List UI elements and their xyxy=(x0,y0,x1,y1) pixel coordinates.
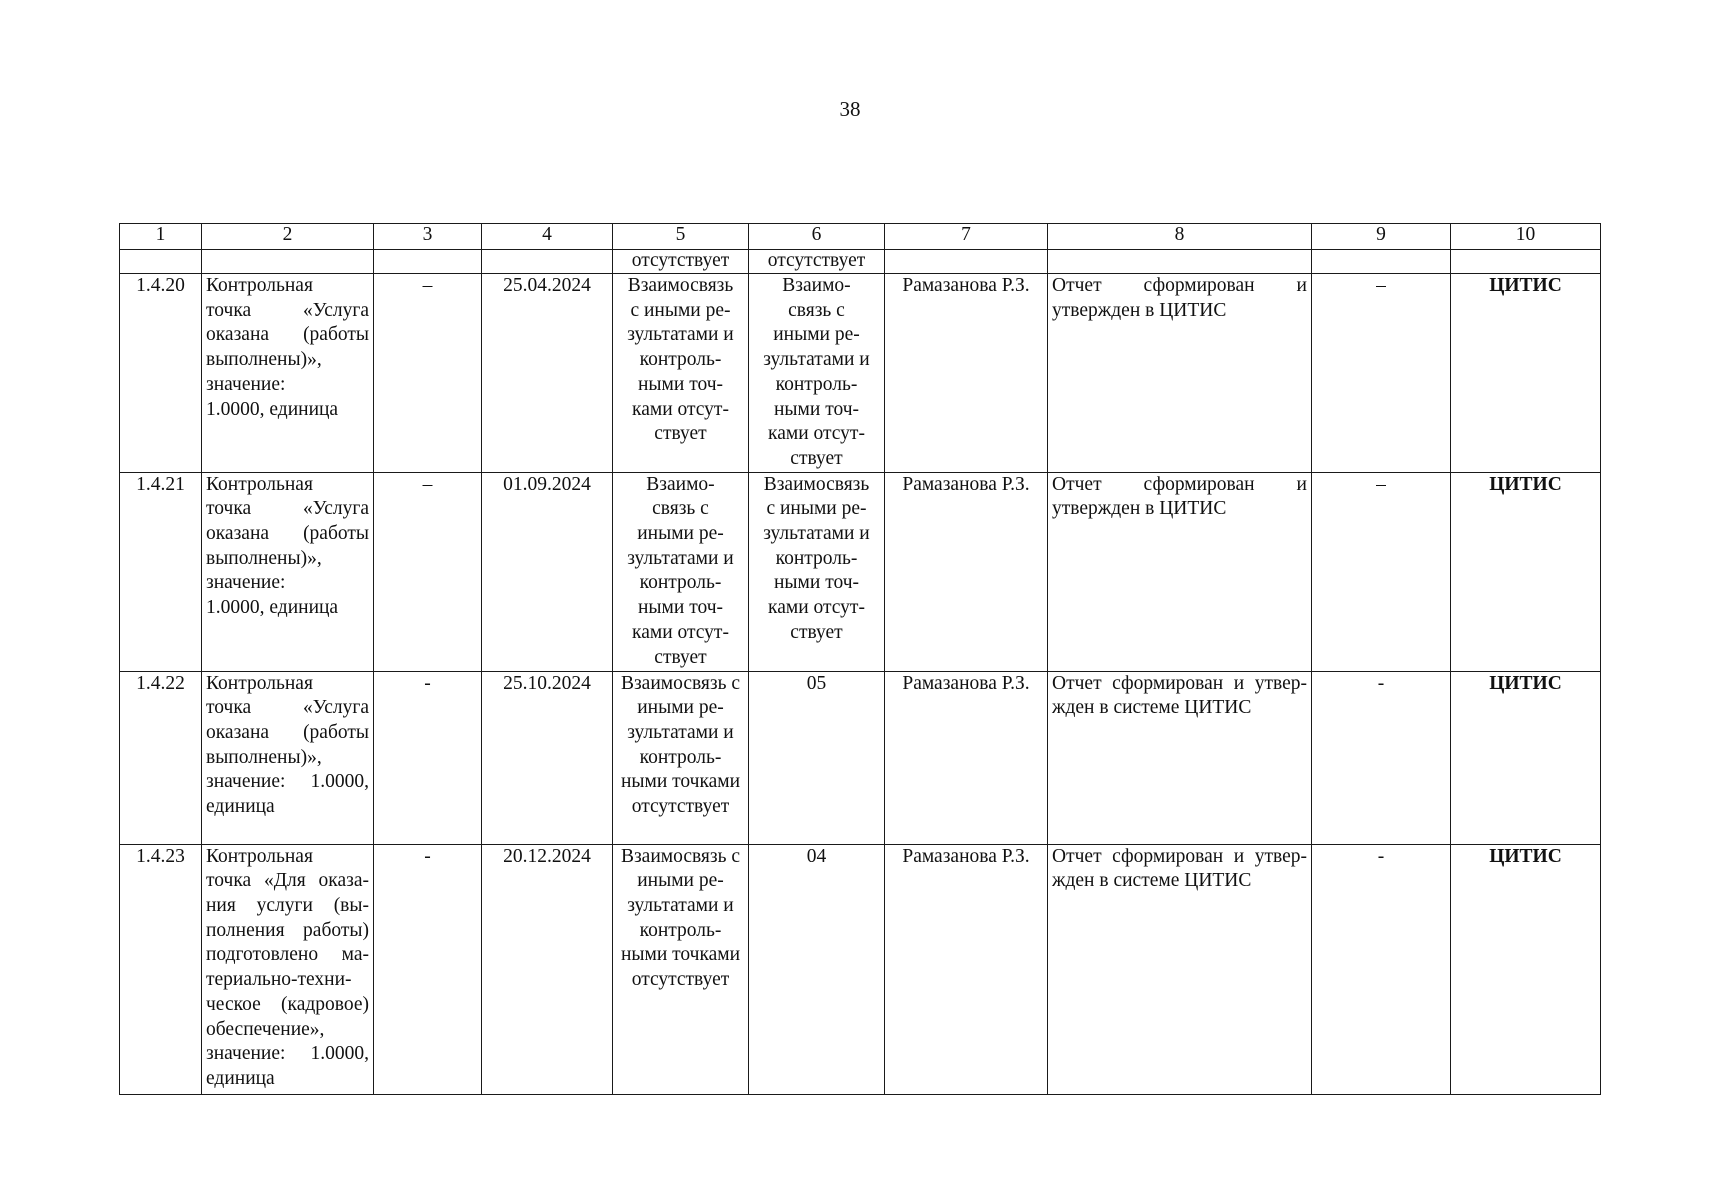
item-number-cell: 1.4.20 xyxy=(120,274,202,473)
column6-line: ными точ- xyxy=(774,572,859,594)
description-line: 1.0000, единица xyxy=(206,398,339,420)
relationship-line: Взаимо- xyxy=(646,473,715,495)
description-line: выполнены)», xyxy=(206,547,322,569)
description-line: точка «Услуга xyxy=(206,299,369,321)
responsible-cell: Рамазанова Р.З. xyxy=(885,671,1048,844)
column6-line: Взаимо- xyxy=(782,275,851,296)
relationship-line: ками отсут- xyxy=(632,398,729,420)
description-line: точка «Для оказа- xyxy=(206,870,369,892)
column6-line: ствует xyxy=(790,447,843,469)
relationship-line: ствует xyxy=(654,423,707,445)
date-cell: 25.10.2024 xyxy=(482,671,613,844)
column6-line: контроль- xyxy=(775,373,858,395)
relationship-cell xyxy=(613,472,749,671)
date-cell: 01.09.2024 xyxy=(482,472,613,671)
description-line: Контрольная xyxy=(206,473,313,495)
page-number: 38 xyxy=(839,97,861,121)
column3-cell: - xyxy=(374,844,482,1094)
relationship-line: ствует xyxy=(654,646,707,668)
system-cell: ЦИТИС xyxy=(1451,472,1601,671)
result-cell xyxy=(1048,671,1312,844)
column6-cell xyxy=(749,472,885,671)
item-number-cell: 1.4.22 xyxy=(120,671,202,844)
column6-line: 04 xyxy=(806,845,827,867)
responsible-cell: Рамазанова Р.З. xyxy=(885,472,1048,671)
description-line: ческое (кадровое) xyxy=(206,993,369,1015)
relationship-cell xyxy=(613,274,749,473)
result-line: Отчет сформирован и утвер- xyxy=(1052,845,1307,867)
description-line: оказана (работы xyxy=(206,324,369,346)
relationship-line: Взаимосвязь с xyxy=(620,672,741,694)
relationship-line: иными ре- xyxy=(637,697,724,719)
relationship-line: ными точками xyxy=(620,944,741,966)
column6-line: иными ре- xyxy=(773,324,860,346)
table-row xyxy=(120,844,1601,1094)
relationship-line: зультатами и xyxy=(627,722,734,744)
result-line: жден в системе ЦИТИС xyxy=(1052,870,1252,892)
description-line: полнения работы) xyxy=(206,919,369,941)
column6-line: зультатами и xyxy=(763,349,870,371)
system-cell: ЦИТИС xyxy=(1451,274,1601,473)
item-number-cell: 1.4.23 xyxy=(120,844,202,1094)
column-number: 4 xyxy=(482,224,613,250)
column-number: 1 xyxy=(120,224,202,250)
column3-cell: – xyxy=(374,472,482,671)
relationship-line: ными точками xyxy=(620,771,741,793)
result-line: Отчет сформирован и утвер- xyxy=(1052,672,1307,694)
column9-cell: - xyxy=(1312,671,1451,844)
column6-cell xyxy=(749,671,885,844)
relationship-cell xyxy=(613,671,749,844)
date-cell: 20.12.2024 xyxy=(482,844,613,1094)
system-cell: ЦИТИС xyxy=(1451,671,1601,844)
relationship-line: зультатами и xyxy=(627,547,734,569)
relationship-line: отсутствует xyxy=(631,969,730,991)
column-number: 7 xyxy=(885,224,1048,250)
result-cell xyxy=(1048,472,1312,671)
relationship-line: с иными ре- xyxy=(630,299,731,321)
column-number: 5 xyxy=(613,224,749,250)
column-number: 6 xyxy=(749,224,885,250)
description-line: Контрольная xyxy=(206,672,313,694)
result-line: Отчет сформирован и xyxy=(1052,275,1307,296)
description-line: оказана (работы xyxy=(206,523,369,545)
column6-line: 05 xyxy=(806,672,827,694)
column6-line: зультатами и xyxy=(763,523,870,545)
relationship-line: ками отсут- xyxy=(632,621,729,643)
description-cell xyxy=(202,671,374,844)
result-line: утвержден в ЦИТИС xyxy=(1052,299,1227,321)
item-number-cell: 1.4.21 xyxy=(120,472,202,671)
description-line: значение: 1.0000, xyxy=(206,771,369,793)
description-line: точка «Услуга xyxy=(206,697,369,719)
responsible-cell: Рамазанова Р.З. xyxy=(885,274,1048,473)
column-number: 8 xyxy=(1048,224,1312,250)
description-line: Контрольная xyxy=(206,275,313,296)
column6-line: ствует xyxy=(790,621,843,643)
relationship-line: Взаимосвязь с xyxy=(620,845,741,867)
column9-cell: – xyxy=(1312,274,1451,473)
description-line: выполнены)», xyxy=(206,349,322,371)
description-line: значение: xyxy=(206,572,286,594)
column6-line: ками отсут- xyxy=(768,423,865,445)
column6-line: Взаимосвязь xyxy=(763,473,870,495)
relationship-line: зультатами и xyxy=(627,895,734,917)
description-line: единица xyxy=(206,796,275,818)
result-line: утвержден в ЦИТИС xyxy=(1052,498,1227,520)
relationship-line: иными ре- xyxy=(637,870,724,892)
description-cell xyxy=(202,274,374,473)
column-number: 3 xyxy=(374,224,482,250)
relationship-line: Взаимосвязь xyxy=(627,275,734,296)
table-row xyxy=(120,274,1601,473)
relationship-line: отсутствует xyxy=(631,796,730,818)
column6-line: контроль- xyxy=(775,547,858,569)
description-line: значение: 1.0000, xyxy=(206,1043,369,1065)
result-cell xyxy=(1048,274,1312,473)
column3-cell: - xyxy=(374,671,482,844)
column-number-row xyxy=(120,224,1601,250)
description-line: 1.0000, единица xyxy=(206,597,339,619)
column6-cell xyxy=(749,274,885,473)
column9-cell: - xyxy=(1312,844,1451,1094)
date-cell: 25.04.2024 xyxy=(482,274,613,473)
column6-cell xyxy=(749,844,885,1094)
responsible-cell: Рамазанова Р.З. xyxy=(885,844,1048,1094)
relationship-line: контроль- xyxy=(639,349,722,371)
description-line: оказана (работы xyxy=(206,722,369,744)
result-line: жден в системе ЦИТИС xyxy=(1052,697,1252,719)
description-line: Контрольная xyxy=(206,845,313,867)
column6-line: ками отсут- xyxy=(768,597,865,619)
description-line: точка «Услуга xyxy=(206,498,369,520)
relationship-cell xyxy=(613,844,749,1094)
table-row xyxy=(120,671,1601,844)
plan-table xyxy=(119,223,1601,1095)
description-line: единица xyxy=(206,1067,275,1089)
column-number: 10 xyxy=(1451,224,1601,250)
column6-line: ными точ- xyxy=(774,398,859,420)
description-cell xyxy=(202,472,374,671)
description-line: значение: xyxy=(206,373,286,395)
table-row xyxy=(120,472,1601,671)
relationship-line: связь с xyxy=(652,498,709,520)
description-line: выполнены)», xyxy=(206,746,322,768)
relationship-line: контроль- xyxy=(639,746,722,768)
column-number: 9 xyxy=(1312,224,1451,250)
continuation-cell: отсутствует xyxy=(613,250,749,274)
description-line: ния услуги (вы- xyxy=(206,895,369,917)
description-line: подготовлено ма- xyxy=(206,944,369,966)
column6-line: с иными ре- xyxy=(766,498,867,520)
description-line: териально-техни- xyxy=(206,969,352,991)
result-line: Отчет сформирован и xyxy=(1052,473,1307,495)
relationship-line: зультатами и xyxy=(627,324,734,346)
relationship-line: иными ре- xyxy=(637,523,724,545)
system-cell: ЦИТИС xyxy=(1451,844,1601,1094)
result-cell xyxy=(1048,844,1312,1094)
relationship-line: ными точ- xyxy=(638,373,723,395)
continuation-cell: отсутствует xyxy=(749,250,885,274)
column-number: 2 xyxy=(202,224,374,250)
relationship-line: ными точ- xyxy=(638,597,723,619)
column6-line: связь с xyxy=(788,299,845,321)
description-cell xyxy=(202,844,374,1094)
relationship-line: контроль- xyxy=(639,919,722,941)
column9-cell: – xyxy=(1312,472,1451,671)
column3-cell: – xyxy=(374,274,482,473)
description-line: обеспечение», xyxy=(206,1018,325,1040)
continuation-row xyxy=(120,250,1601,274)
relationship-line: контроль- xyxy=(639,572,722,594)
